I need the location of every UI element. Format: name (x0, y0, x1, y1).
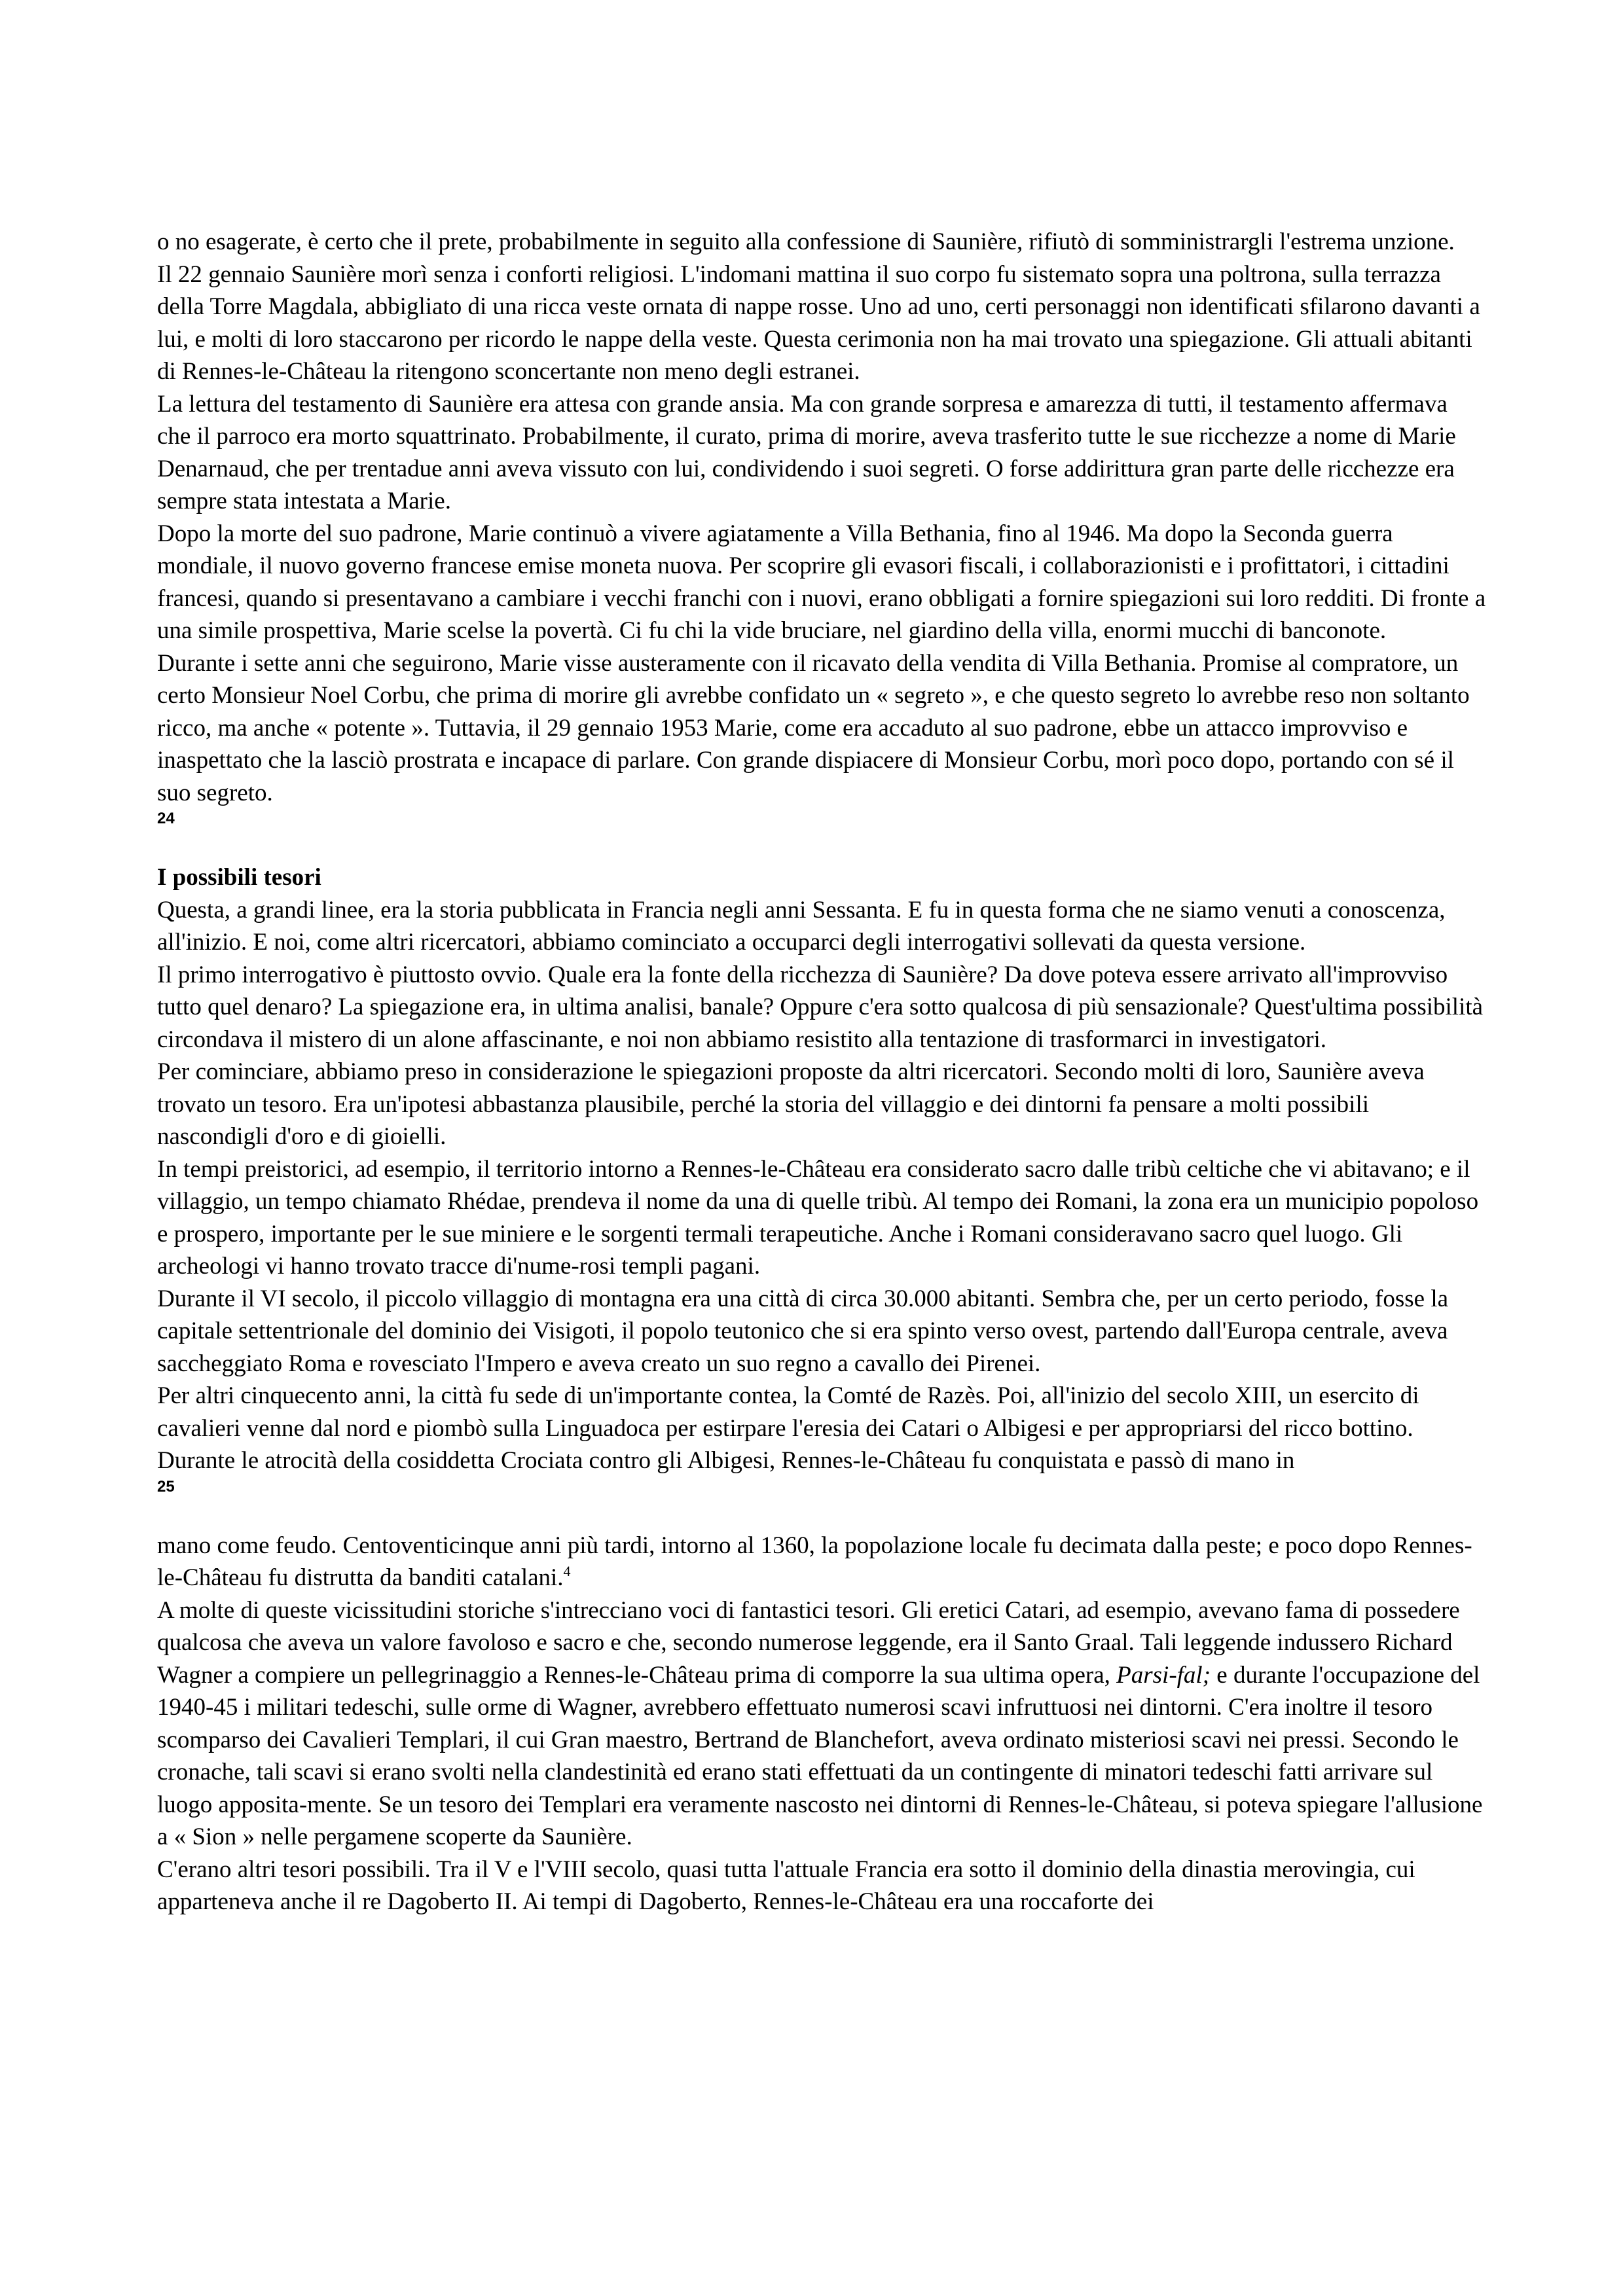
paragraph: Questa, a grandi linee, era la storia pubblicata in Francia negli anni Sessanta. E fu in questa forma che ne siamo venuti a conoscenza, all'inizio. E noi, come altri ricercatori, abbiamo cominciato a occuparci degli interrogativi sollevati da questa versione. (157, 896, 1446, 956)
paragraph: Per altri cinquecento anni, la città fu sede di un'importante contea, la Comté de Razès. Poi, all'inizio del secolo XIII, un esercito di cavalieri venne dal nord e piombò sulla Linguadoca per estirpare l'eresia dei Catari o Albigesi e per appropriarsi del ricco bottino. Durante le atrocità della cosiddetta Crociata contro gli Albigesi, Rennes-le-Château fu conquistata e passò di mano in (157, 1382, 1419, 1474)
section-heading: I possibili tesori (157, 864, 321, 891)
document-page (157, 226, 1486, 1918)
footnote-marker: 4 (563, 1563, 571, 1579)
paragraph-text: mano come feudo. Centoventicinque anni più tardi, intorno al 1360, la popolazione locale fu decimata dalla peste; e poco dopo Rennes-le-Château fu distrutta da banditi catalani. (157, 1532, 1472, 1591)
paragraph: Il primo interrogativo è piuttosto ovvio. Quale era la fonte della ricchezza di Saunière? Da dove poteva essere arrivato all'improvviso tutto quel denaro? La spiegazione era, in ultima analisi, banale? Oppure c'era sotto qualcosa di più sensazionale? Quest'ultima possibilità circondava il mistero di un alone affascinante, e noi non abbiamo resistito alla tentazione di trasformarci in investigatori. (157, 961, 1484, 1053)
page-number: 24 (157, 810, 175, 827)
page-number: 25 (157, 1477, 175, 1496)
paragraph (157, 1530, 1486, 1594)
text-block-1 (157, 226, 1486, 809)
paragraph-text: e durante l'occupazione del 1940-45 i militari tedeschi, sulle orme di Wagner, avrebbero effettuato numerosi scavi infruttuosi nei dintorni. C'era inoltre il tesoro scomparso dei Cavalieri Templari, il cui Gran maestro, Bertrand de Blanchefort, aveva ordinato misteriosi scavi nei pressi. Secondo le cronache, tali scavi si erano svolti nella clandestinità ed erano stati effettuati da un contingente di minatori tedeschi fatti arrivare sul luogo apposita-mente. Se un tesoro dei Templari era veramente nascosto nei dintorni di Rennes-le-Château, si poteva spiegare l'allusione a « Sion » nelle pergamene scoperte da Saunière. (157, 1661, 1483, 1850)
paragraph: In tempi preistorici, ad esempio, il territorio intorno a Rennes-le-Château era considerato sacro dalle tribù celtiche che vi abitavano; e il villaggio, un tempo chiamato Rhédae, prendeva il nome da una di quelle tribù. Al tempo dei Romani, la zona era un municipio popoloso e prospero, importante per le sue miniere e le sorgenti termali terapeutiche. Anche i Romani consideravano sacro quel luogo. Gli archeologi vi hanno trovato tracce di'nume-rosi templi pagani. (157, 1155, 1479, 1280)
paragraph: Per cominciare, abbiamo preso in considerazione le spiegazioni proposte da altri ricercatori. Secondo molti di loro, Saunière aveva trovato un tesoro. Era un'ipotesi abbastanza plausibile, perché la storia del villaggio e dei dintorni fa pensare a molti possibili nascondigli d'oro e di gioielli. (157, 1058, 1425, 1150)
paragraph (157, 1594, 1486, 1854)
paragraph-text: A molte di queste vicissitudini storiche s'intrecciano voci di fantastici tesori. Gli eretici Catari, ad esempio, avevano fama di possedere qualcosa che aveva un valore favoloso e sacro e che, secondo numerose leggende, era il Santo Graal. Tali leggende indussero Richard Wagner a compiere un pellegrinaggio a Rennes-le-Château prima di comporre la sua ultima opera, (157, 1596, 1460, 1689)
paragraph: Dopo la morte del suo padrone, Marie continuò a vivere agiatamente a Villa Bethania, fino al 1946. Ma dopo la Seconda guerra mondiale, il nuovo governo francese emise moneta nuova. Per scoprire gli evasori fiscali, i collaborazionisti e i profittatori, i cittadini francesi, quando si presentavano a cambiare i vecchi franchi con i nuovi, erano obbligati a fornire spiegazioni sui loro redditi. Di fronte a una simile prospettiva, Marie scelse la povertà. Ci fu chi la vide bruciare, nel giardino della villa, enormi mucchi di banconote. (157, 520, 1486, 644)
paragraph: o no esagerate, è certo che il prete, probabilmente in seguito alla confessione di Saunière, rifiutò di somministrargli l'estrema unzione. (157, 228, 1455, 255)
paragraph: C'erano altri tesori possibili. Tra il V e l'VIII secolo, quasi tutta l'attuale Francia era sotto il dominio della dinastia merovingia, cui apparteneva anche il re Dagoberto II. Ai tempi di Dagoberto, Rennes-le-Château era una roccaforte dei (157, 1856, 1415, 1915)
text-block-3 (157, 1530, 1486, 1918)
text-block-2 (157, 894, 1486, 1477)
paragraph: Durante i sette anni che seguirono, Marie visse austeramente con il ricavato della vendita di Villa Bethania. Promise al compratore, un certo Monsieur Noel Corbu, che prima di morire gli avrebbe confidato un « segreto », e che questo segreto lo avrebbe reso non soltanto ricco, ma anche « potente ». Tuttavia, il 29 gennaio 1953 Marie, come era accaduto al suo padrone, ebbe un attacco improvviso e inaspettato che la lasciò prostrata e incapace di parlare. Con grande dispiacere di Monsieur Corbu, morì poco dopo, portando con sé il suo segreto. (157, 649, 1470, 806)
paragraph: La lettura del testamento di Saunière era attesa con grande ansia. Ma con grande sorpresa e amarezza di tutti, il testamento affermava che il parroco era morto squattrinato. Probabilmente, il curato, prima di morire, aveva trasferito tutte le sue ricchezze a nome di Marie Denarnaud, che per trentadue anni aveva vissuto con lui, condividendo i suoi segreti. O forse addirittura gran parte delle ricchezze era sempre stata intestata a Marie. (157, 390, 1456, 514)
paragraph: Il 22 gennaio Saunière morì senza i conforti religiosi. L'indomani mattina il suo corpo fu sistemato sopra una poltrona, sulla terrazza della Torre Magdala, abbigliato di una ricca veste ornata di nappe rosse. Uno ad uno, certi personaggi non identificati sfilarono davanti a lui, e molti di loro staccarono per ricordo le nappe della veste. Questa cerimonia non ha mai trovato una spiegazione. Gli attuali abitanti di Rennes-le-Château la ritengono sconcertante non meno degli estranei. (157, 260, 1480, 385)
paragraph: Durante il VI secolo, il piccolo villaggio di montagna era una città di circa 30.000 abitanti. Sembra che, per un certo periodo, fosse la capitale settentrionale del dominio dei Visigoti, il popolo teutonico che si era spinto verso ovest, partendo dall'Europa centrale, aveva saccheggiato Roma e rovesciato l'Impero e aveva creato un suo regno a cavallo dei Pirenei. (157, 1285, 1449, 1377)
italic-title: Parsi-fal; (1116, 1661, 1211, 1689)
